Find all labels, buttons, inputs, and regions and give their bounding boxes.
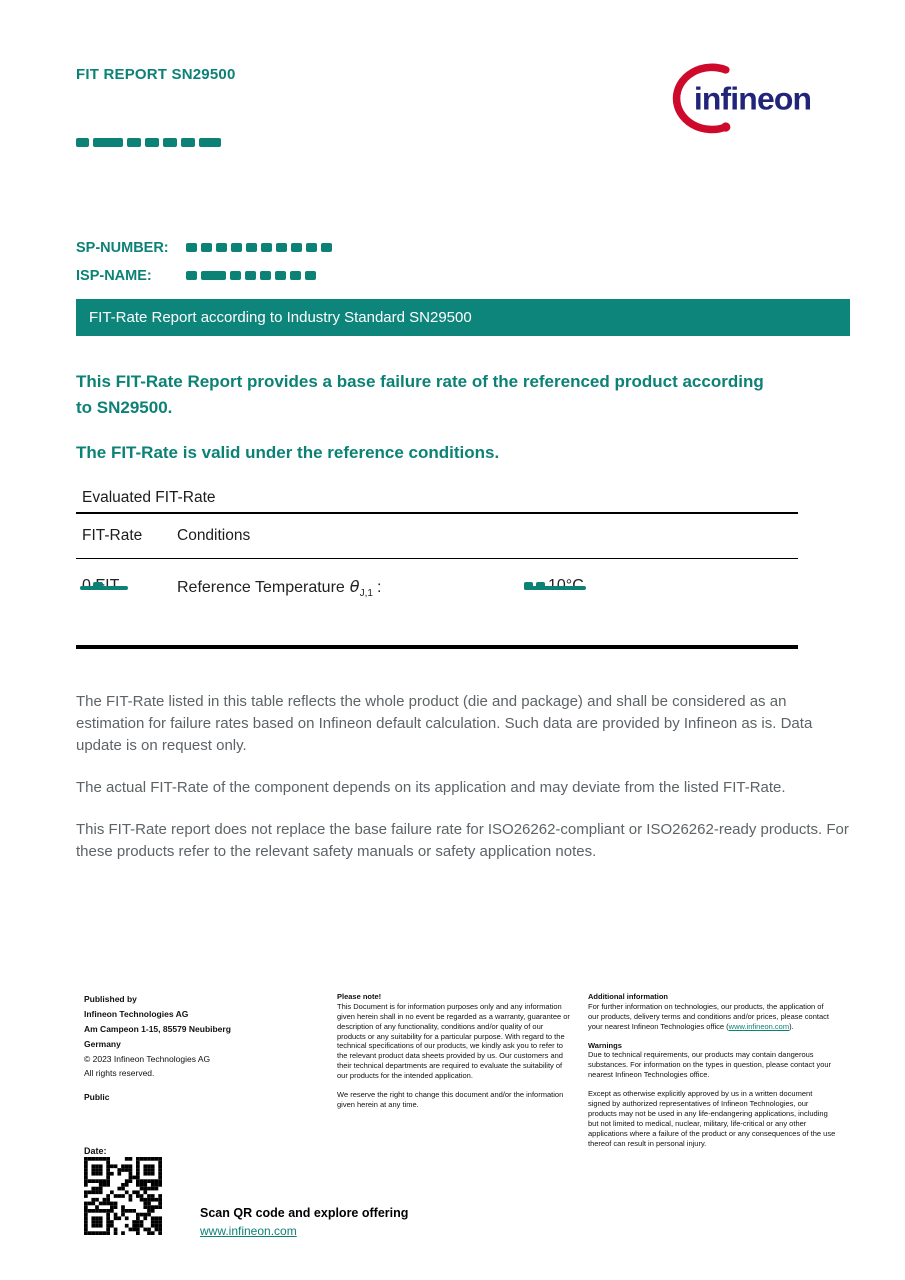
condition-colon: : (376, 579, 382, 596)
redaction-mark (216, 243, 227, 252)
table-title: Evaluated FIT-Rate (82, 489, 216, 506)
infineon-logo (672, 58, 840, 138)
isp-name-label: ISP-NAME: (76, 268, 152, 284)
redaction-mark (186, 243, 197, 252)
redaction-mark (276, 243, 287, 252)
redaction-mark (246, 243, 257, 252)
redaction-mark (181, 138, 195, 147)
warnings-heading: Warnings (588, 1040, 622, 1050)
redaction-strike (80, 586, 128, 590)
please-note-body-2: We reserve the right to change this document and/or the information given herein at any time. (337, 1090, 564, 1109)
date-label: Date: (84, 1146, 107, 1156)
redaction-mark (291, 243, 302, 252)
publisher-name: Infineon Technologies AG (84, 1008, 189, 1019)
redaction-mark (201, 271, 226, 280)
report-title: FIT REPORT SN29500 (76, 66, 236, 83)
table-rule-top (76, 512, 798, 514)
intro-statement-2: The FIT-Rate is valid under the reference conditions. (76, 443, 500, 462)
footer-published-by (84, 992, 279, 1105)
redacted-product-name (76, 138, 225, 148)
redaction-mark (321, 243, 332, 252)
publisher-address: Am Campeon 1-15, 85579 Neubiberg (84, 1023, 231, 1034)
copyright-line: © 2023 Infineon Technologies AG (84, 1053, 211, 1064)
redaction-mark (163, 138, 177, 147)
redaction-mark (231, 243, 242, 252)
condition-label: Reference Temperature (177, 579, 345, 596)
table-rule-bottom (76, 645, 798, 649)
body-paragraph-3: This FIT-Rate report does not replace the base failure rate for ISO26262-compliant or ISO26262-ready products. For these products refer to the relevant safety manuals or safety application notes. (76, 821, 849, 860)
rights-line: All rights reserved. (84, 1068, 155, 1079)
theta-subscript: J,1 (359, 588, 373, 600)
theta-symbol: θ (349, 577, 360, 596)
body-paragraph-2: The actual FIT-Rate of the component depends on its application and may deviate from the listed FIT-Rate. (76, 779, 786, 796)
redaction-mark (260, 271, 271, 280)
redaction-mark (290, 271, 301, 280)
redaction-mark (230, 271, 241, 280)
footer-please-note (337, 992, 572, 1110)
qr-code (84, 1157, 162, 1235)
redaction-mark (93, 582, 103, 590)
redaction-mark (275, 271, 286, 280)
additional-info-text: For further information on technologies, our products, the application of our products, delivery terms and conditions and/or prices, please contact your nearest Infineon Technologies office ( (588, 1001, 829, 1031)
redaction-mark (76, 138, 89, 147)
redaction-mark (306, 243, 317, 252)
section-banner-text: FIT-Rate Report according to Industry Standard SN29500 (89, 309, 472, 326)
additional-info-body (588, 1002, 836, 1032)
condition-value-cell (524, 577, 584, 595)
column-header-fit-rate: FIT-Rate (82, 527, 143, 544)
redaction-mark (305, 271, 316, 280)
redaction-mark (261, 243, 272, 252)
additional-info-text-after: ). (789, 1021, 794, 1031)
svg-text:infineon: infineon (693, 80, 812, 117)
redaction-mark (201, 243, 212, 252)
body-paragraph-1: The FIT-Rate listed in this table reflects the whole product (die and package) and shall be considered as an estimation for failure rates based on Infineon default calculation. Such data are provided by Infineon as is. Data update is on request only. (76, 693, 813, 754)
redacted-isp-name (186, 271, 320, 281)
published-by-label: Published by (84, 994, 137, 1004)
section-banner (76, 299, 850, 336)
please-note-body: This Document is for information purposes only and any information given herein shall in no event be regarded as a warranty, guarantee or description of any functionality, conditions and/or quality of our products or any suitability for a particular purpose. With regard to the technical specifications of our products, we kindly ask you to refer to the relevant product data sheets provided by us. Our customers and their technical departments are required to evaluate the suitability of our products for the intended application. (337, 1001, 570, 1081)
publisher-country: Germany (84, 1038, 121, 1049)
fit-rate-cell (82, 577, 119, 595)
intro-statement-1: This FIT-Rate Report provides a base failure rate of the referenced product according to SN29500. (76, 372, 764, 418)
redaction-mark (145, 138, 159, 147)
sp-number-label: SP-NUMBER: (76, 240, 169, 256)
condition-cell (177, 577, 381, 599)
classification-label: Public (84, 1092, 110, 1103)
redaction-mark (93, 138, 123, 147)
redaction-mark (245, 271, 256, 280)
redaction-mark (186, 271, 197, 280)
additional-info-heading: Additional information (588, 992, 668, 1001)
warnings-body-2: Except as otherwise explicitly approved by us in a written document signed by authorized representatives of Infineon Technologies, our products may not be used in any life-endangering applications, including but not limited to medical, nuclear, military, life-critical or any other applications where a failure of the product or any consequences of the use thereof can result in personal injury. (588, 1089, 836, 1148)
redaction-strike (524, 586, 586, 590)
footer-additional-info (588, 992, 836, 1148)
infineon-website-link[interactable]: www.infineon.com (728, 1021, 790, 1031)
column-header-conditions: Conditions (177, 527, 251, 544)
redaction-mark (127, 138, 141, 147)
infineon-logo-icon (672, 58, 840, 138)
warnings-body-1: Due to technical requirements, our products may contain dangerous substances. For information on the types in question, please contact your nearest Infineon Technologies office. (588, 1050, 832, 1080)
please-note-heading: Please note! (337, 992, 382, 1001)
qr-website-link[interactable]: www.infineon.com (200, 1224, 297, 1238)
redacted-sp-number (186, 243, 336, 253)
table-rule-header (76, 558, 798, 559)
redaction-mark (199, 138, 221, 147)
qr-caption: Scan QR code and explore offering (200, 1206, 409, 1220)
